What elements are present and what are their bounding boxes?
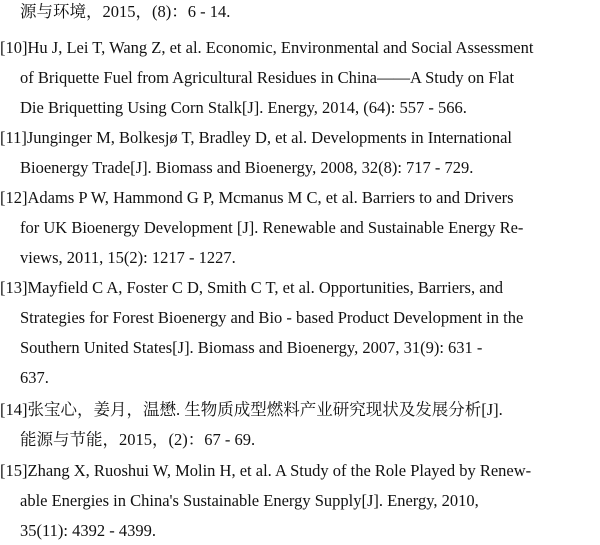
ref10-line2: of Briquette Fuel from Agricultural Residues in China——A Study on Flat [20,68,515,87]
ref9-tail-line: 源与环境，2015，(8)：6 - 14. [20,2,231,21]
ref13-line4: 637. [20,368,49,387]
ref14-line1: [14]张宝心，姜月，温懋. 生物质成型燃料产业研究现状及发展分析[J]. [0,400,503,419]
ref10-line3: Die Briquetting Using Corn Stalk[J]. Energy, 2014, (64): 557 - 566. [20,98,467,117]
ref14-line2: 能源与节能，2015，(2)：67 - 69. [20,430,256,449]
ref11-line1: [11]Junginger M, Bolkesjø T, Bradley D, et al. Developments in International [0,128,512,147]
ref15-line3: 35(11): 4392 - 4399. [20,521,156,540]
ref15-line1: [15]Zhang X, Ruoshui W, Molin H, et al. A Study of the Role Played by Renew- [0,461,532,480]
ref12-line2: for UK Bioenergy Development [J]. Renewable and Sustainable Energy Re- [20,218,524,237]
ref13-line3: Southern United States[J]. Biomass and Bioenergy, 2007, 31(9): 631 - [20,338,483,357]
ref10-line1: [10]Hu J, Lei T, Wang Z, et al. Economic, Environmental and Social Assessment [0,38,534,57]
ref15-line2: able Energies in China's Sustainable Energy Supply[J]. Energy, 2010, [20,491,479,510]
ref11-line2: Bioenergy Trade[J]. Biomass and Bioenergy, 2008, 32(8): 717 - 729. [20,158,474,177]
ref13-line2: Strategies for Forest Bioenergy and Bio - based Product Development in the [20,308,524,327]
ref13-line1: [13]Mayfield C A, Foster C D, Smith C T, et al. Opportunities, Barriers, and [0,278,504,297]
ref12-line3: views, 2011, 15(2): 1217 - 1227. [20,248,236,267]
ref12-line1: [12]Adams P W, Hammond G P, Mcmanus M C, et al. Barriers to and Drivers [0,188,514,207]
